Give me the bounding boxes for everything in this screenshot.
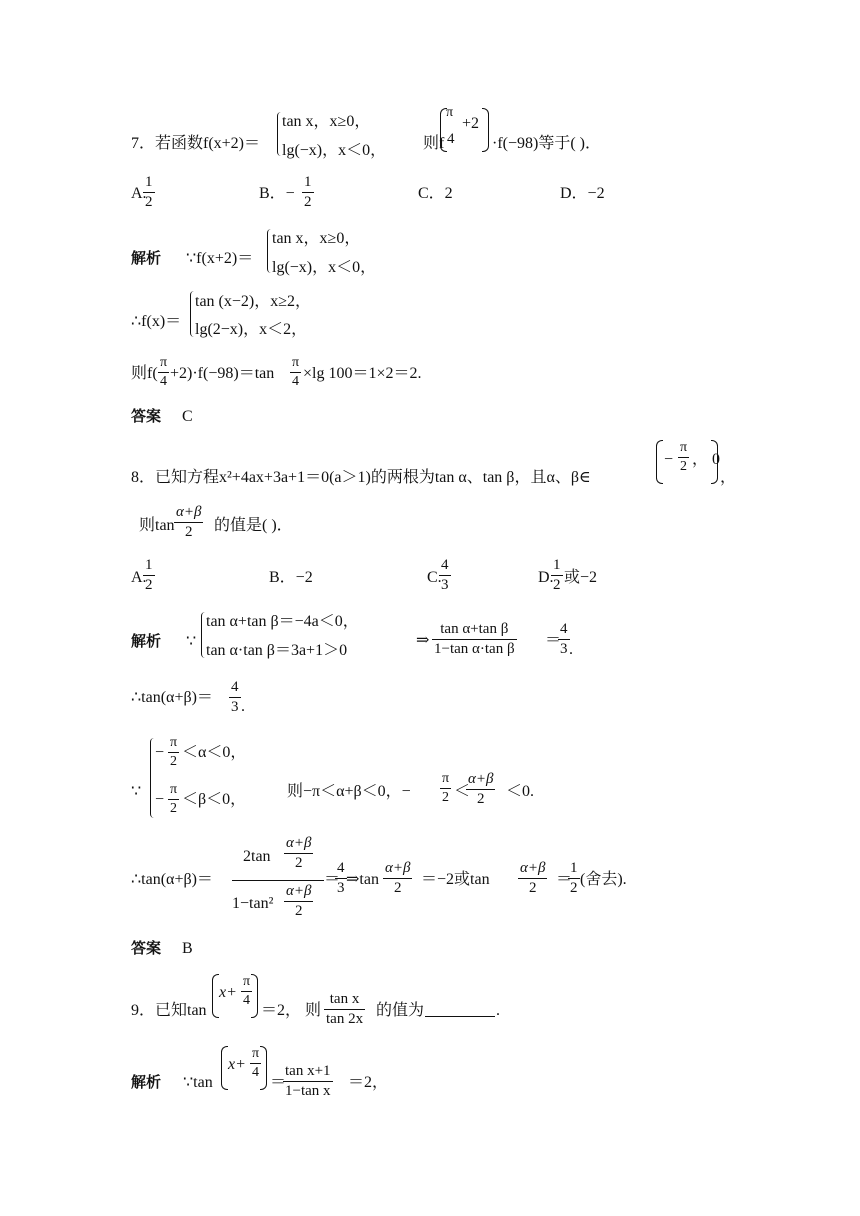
q9-stem-period: . [496, 1002, 500, 1019]
q8-system-eq1: tan α+tan β＝−4a＜0， [206, 613, 359, 630]
q7-stem-end: ·f(−98)等于( )． [492, 135, 601, 152]
q8-range-because: ∵ [131, 783, 142, 800]
q7-solution-case1: tan x，x≥0， [272, 230, 361, 247]
q8-tan-fraction: $\frac{4}{3}$ [231, 679, 239, 715]
q8-final-main-bar [232, 880, 324, 881]
q8-implication-fraction: $\frac{\text{tan α+tan β}}{\text{1−tan α·tan β}}$ [434, 621, 515, 657]
q9-solution-eq: ＝ [270, 1074, 287, 1091]
q7-solution-fcase2: lg(2−x)，x＜2， [195, 321, 308, 338]
q7-right-paren [482, 108, 489, 152]
q8-final-ab1: $\frac{\alpha+\beta}{2}$ [385, 860, 411, 896]
q7-solution-calc-fraction: $\frac{\pi}{4}$ [160, 355, 168, 389]
q8-option-d-label: D. [538, 569, 554, 586]
q9-solution-fraction: $\frac{\text{tan x+1}}{\text{1−tan x}}$ [285, 1063, 331, 1099]
q8-tan-line: ∴tan(α+β)＝ [131, 689, 213, 706]
q8-final-eq: ＝ [324, 871, 341, 888]
q8-final-top-tan: 2tan [243, 848, 271, 865]
q8-final-result: $\frac{4}{3}$ [337, 860, 345, 896]
q8-final-discard: (舍去). [580, 871, 627, 888]
q7-option-b-label: B．− [259, 185, 295, 202]
q7-option-d: D．−2 [560, 185, 605, 202]
q8-final-bottom-fraction: $\frac{\alpha+\beta}{2}$ [286, 883, 312, 919]
q9-stem-end: 的值为 [376, 1002, 425, 1019]
q9-solution-x: x+ [228, 1056, 246, 1073]
q8-implies: ⇒ [416, 632, 430, 649]
q8-implication-period: . [569, 641, 573, 658]
q8-range-ab-fraction: $\frac{\alpha+\beta}{2}$ [468, 771, 494, 807]
q7-option-b-fraction: $\frac{1}{2}$ [304, 174, 312, 210]
q8-solution-label: 解析 [131, 632, 162, 650]
q7-solution-case2: lg(−x)，x＜0， [272, 259, 377, 276]
q7-case1: tan x，x≥0， [282, 113, 371, 130]
q7-solution-calc-a: 则f( [131, 365, 158, 382]
q7-case2: lg(−x)，x＜0， [282, 142, 387, 159]
q9-solution-start: ∵tan [183, 1074, 213, 1091]
q8-interval-right-bracket [711, 440, 718, 484]
q7-stem-then: 则f [423, 135, 445, 152]
q8-implication-result: $\frac{4}{3}$ [560, 621, 568, 657]
q8-option-c-label: C. [427, 569, 442, 586]
q8-final-start: ∴tan(α+β)＝ [131, 871, 213, 888]
q7-solution-label: 解析 [131, 249, 162, 267]
q8-range2-tail: ＜β＜0， [182, 791, 247, 808]
q7-solution-fcase1: tan (x−2)，x≥2， [195, 293, 312, 310]
q8-stem-comma: ， [720, 469, 737, 486]
q8-range2-fraction: $\frac{\pi}{2}$ [170, 782, 178, 816]
q8-final-eq2: ＝ [556, 871, 573, 888]
q8-because-symbol: ∵ [186, 633, 197, 650]
q7-arg-den: 4 [447, 131, 455, 147]
q8-answer-value: B [182, 940, 193, 957]
q8-final-ab2: $\frac{\alpha+\beta}{2}$ [520, 860, 546, 896]
q8-option-d-fraction: $\frac{1}{2}$ [553, 557, 561, 593]
q8-range-pi-fraction: $\frac{\pi}{2}$ [442, 771, 450, 805]
q8-stem-then: 则tan [139, 517, 175, 534]
q9-right-paren [251, 974, 258, 1018]
q9-left-paren [212, 974, 219, 1018]
q8-stem-start: 8．已知方程x²+4ax+3a+1＝0(a＞1)的两根为tan α、tan β，且α、β∈ [131, 469, 591, 486]
q8-range1-tail: ＜α＜0， [182, 744, 247, 761]
q9-solution-pi-fraction: $\frac{\pi}{4}$ [252, 1046, 260, 1080]
q8-range1-minus: − [155, 744, 165, 761]
q7-arg-plus: +2 [462, 115, 480, 132]
q8-range-then: 则−π＜α+β＜0，− [287, 783, 411, 800]
q7-stem-start: 7．若函数f(x+2)＝ [131, 135, 261, 152]
q9-stem-mid: ＝2， 则 [261, 1002, 322, 1019]
q7-option-a-label: A. [131, 185, 147, 202]
q7-arg-fraction: π [446, 105, 454, 120]
q8-interval-fraction: $\frac{\pi}{2}$ [680, 440, 688, 474]
q8-interval-minus: − [664, 451, 674, 468]
q8-option-b: B．−2 [269, 569, 313, 586]
q7-option-c: C．2 [418, 185, 453, 202]
q8-system-eq2: tan α·tan β＝3a+1＞0 [206, 642, 348, 659]
q7-solution-calc-b: +2)·f(−98)＝tan [170, 365, 275, 382]
q9-paren-fraction: $\frac{\pi}{4}$ [243, 974, 251, 1008]
q8-final-half: $\frac{1}{2}$ [570, 860, 578, 896]
q8-interval-left-bracket [656, 440, 663, 484]
q8-final-top-fraction: $\frac{\alpha+\beta}{2}$ [286, 835, 312, 871]
q9-paren-x: x+ [219, 984, 237, 1001]
q9-solution-right-paren [260, 1046, 267, 1090]
q8-option-a-fraction: $\frac{1}{2}$ [145, 557, 153, 593]
q8-option-d-tail: 或−2 [564, 569, 598, 586]
q9-stem-start: 9．已知tan [131, 1002, 207, 1019]
q7-solution-because: ∵f(x+2)＝ [186, 250, 254, 267]
q8-final-implies: ⇒tan [346, 871, 379, 888]
q8-interval-right: ， 0 [692, 451, 721, 468]
q8-option-a-label: A. [131, 569, 147, 586]
q8-tan-period: . [241, 698, 245, 715]
q8-range1-fraction: $\frac{\pi}{2}$ [170, 735, 178, 769]
q7-solution-calc-fraction2: $\frac{\pi}{4}$ [292, 355, 300, 389]
q7-option-a-fraction: $\frac{1}{2}$ [145, 174, 153, 210]
q8-range-mid: ＜ [454, 783, 471, 800]
q8-range-tail: ＜0. [506, 783, 535, 800]
q9-solution-label: 解析 [131, 1073, 162, 1091]
q9-stem-fraction: $\frac{\text{tan x}}{\tan 2x}$ [326, 991, 364, 1027]
q7-answer-label: 答案 [131, 407, 162, 425]
q8-implication-eq: ＝ [545, 632, 562, 649]
q9-answer-blank[interactable] [425, 1002, 495, 1017]
q9-solution-tail: ＝2， [348, 1074, 389, 1091]
q8-stem-fraction: $\frac{\alpha+\beta}{2}$ [176, 504, 202, 540]
q8-final-or: ＝−2或tan [421, 871, 490, 888]
q8-range2-minus: − [155, 791, 165, 808]
q7-solution-calc-c: ×lg 100＝1×2＝2. [303, 365, 422, 382]
q8-answer-label: 答案 [131, 939, 162, 957]
q8-stem-end: 的值是( )． [214, 517, 293, 534]
q9-solution-left-paren [221, 1046, 228, 1090]
q7-answer-value: C [182, 408, 193, 425]
q8-final-bottom-tan: 1−tan² [232, 895, 274, 912]
q7-solution-therefore: ∴f(x)＝ [131, 313, 182, 330]
q8-option-c-fraction: $\frac{4}{3}$ [441, 557, 449, 593]
